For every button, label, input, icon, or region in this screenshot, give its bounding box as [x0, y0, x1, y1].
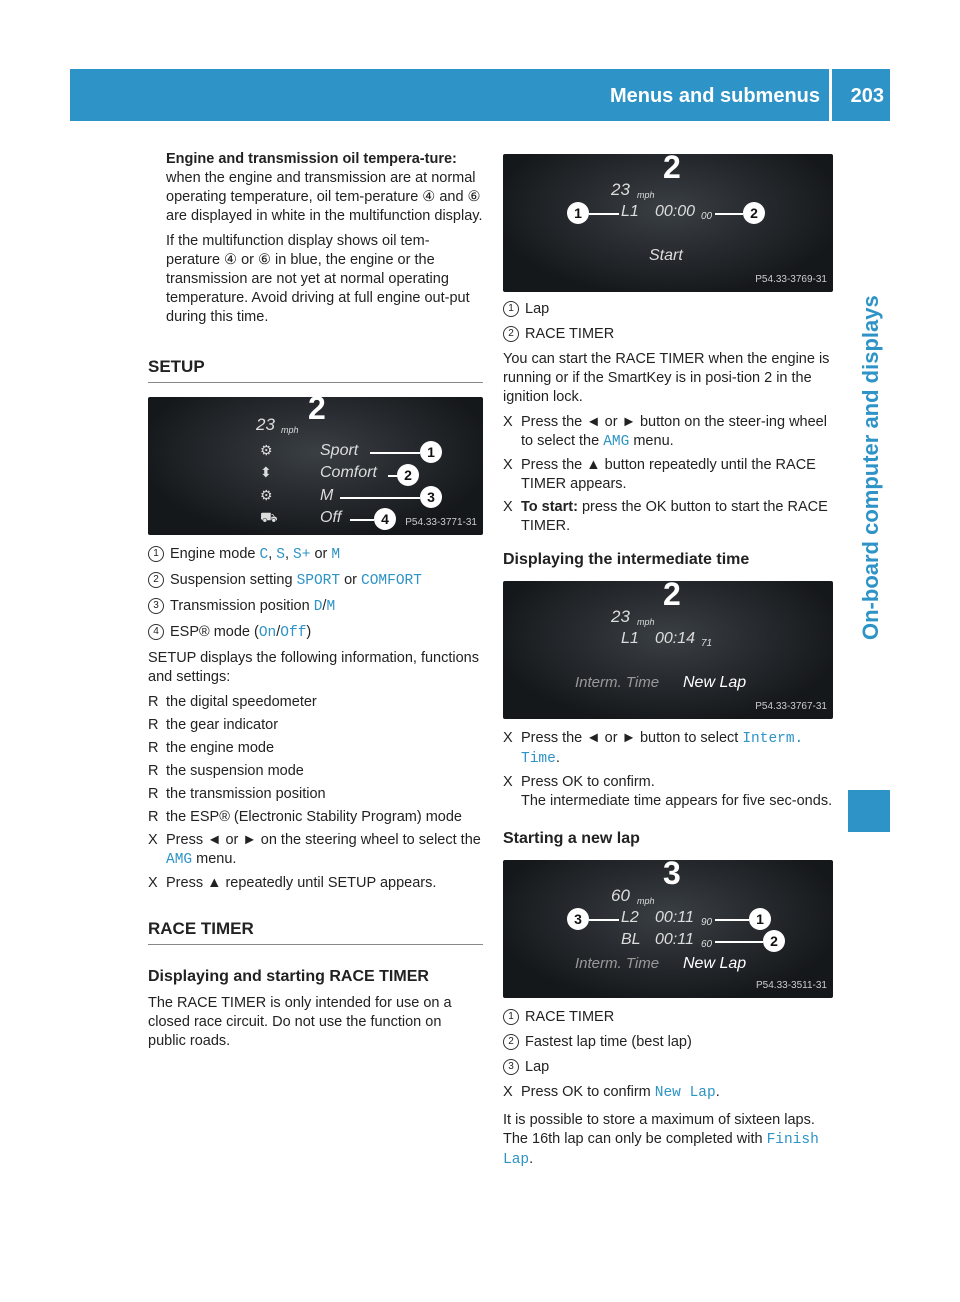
race-step-1: X Press the ◄ or ► button on the steer-ing wheel to select the AMG menu.	[503, 414, 827, 450]
race-step-2: X Press the ▲ button repeatedly until the RACE TIMER appears.	[503, 457, 816, 492]
setup-legend: 1 Engine mode C, S, S+ or M 2 Suspension setting SPORT or COMFORT 3 Transmission position D/M 4 ESP® mode (On/Off)	[148, 545, 483, 643]
setup-intro: SETUP displays the following information, functions and settings:	[148, 650, 479, 685]
chapter-marker	[848, 790, 890, 832]
new-lap-heading: Starting a new lap	[503, 830, 640, 847]
mode-comfort: Comfort	[320, 464, 377, 481]
transmission-icon: ⚙	[260, 487, 273, 503]
suspension-icon: ⬍	[260, 464, 272, 480]
right-column: 23 mph 2 L1 00:00 00 Start 1 2 P54.33-3769-31 1 Lap 2 RACE TIMER You can start the RACE TIMER when the engine is running or if the SmartKey is in posi-tion 2 in the ignition lock. X Press the ◄ or ► button on the steer-ing wheel to select the AMG menu. X Press the ▲ button repeatedly until the RACE TIMER appears. X To start: press the OK button to start the RACE TIMER. Displaying the intermediate time 23 mph 2 L1 00:14 71 Interm. Time New Lap P54.33-3767-31 X Press the ◄ or ► button to select Interm. Time. X Press OK to confirm. The intermediate time appears for five sec-onds. Starting a new lap 60 mph 3 L2 00:11 90 BL 00:11 60 Interm. Time New Lap 3 1 2 P54.33-3511-31 1 RACE TIMER 2 Fastest lap time (best lap) 3 Lap X Press OK to confirm New Lap. It is possible to store a maximum of sixteen laps. The 16th lap can only be completed with Finish Lap.	[503, 154, 833, 1168]
esp-icon: ⛟	[260, 509, 278, 525]
callout-4: 4	[374, 508, 396, 530]
speed-value: 23	[256, 415, 275, 434]
intermediate-time-display: 23 mph 2 L1 00:14 71 Interm. Time New Lap P54.33-3767-31	[503, 581, 833, 719]
race-timer-warning: The RACE TIMER is only intended for use on a closed race circuit. Do not use the function on public roads.	[148, 995, 452, 1049]
page-number: 203	[850, 85, 884, 107]
race-timer-start-display: 23 mph 2 L1 00:00 00 Start 1 2 P54.33-3769-31	[503, 154, 833, 292]
setup-bullets: R the digital speedometer R the gear indicator R the engine mode R the suspension mode R the transmission position R the ESP® (Electronic Stability Program) mode	[148, 694, 462, 825]
gear-indicator: 2	[308, 397, 326, 426]
mode-sport: Sport	[320, 442, 359, 459]
mode-m: M	[320, 487, 334, 504]
race-timer-subheading: Displaying and starting RACE TIMER	[148, 968, 429, 985]
page-header	[70, 69, 890, 121]
setup-step-1: X Press ◄ or ► on the steering wheel to select the AMG menu.	[148, 832, 481, 868]
race-timer-intro: You can start the RACE TIMER when the engine is running or if the SmartKey is in posi-tion 2 in the ignition lock.	[503, 351, 830, 405]
race-timer-heading: RACE TIMER	[148, 919, 483, 945]
oil-temp-label: Engine and transmission oil tempera-ture:	[166, 151, 457, 167]
callout-1: 1	[420, 441, 442, 463]
setup-heading: SETUP	[148, 357, 483, 383]
inter-step-2: X Press OK to confirm. The intermediate time appears for five sec-onds.	[503, 774, 833, 809]
new-lap-display: 60 mph 3 L2 00:11 90 BL 00:11 60 Interm. Time New Lap 3 1 2 P54.33-3511-31	[503, 860, 833, 998]
newlap-step-1: X Press OK to confirm New Lap.	[503, 1084, 720, 1101]
oil-temp-text: when the engine and transmission are at normal operating temperature, oil tem-perature ④ and ⑥ are displayed in white in the multifunction display.	[166, 170, 483, 224]
race-step-3: X To start: press the OK button to start the RACE TIMER.	[503, 499, 828, 534]
engine-icon: ⚙	[260, 442, 273, 458]
header-title: Menus and submenus	[609, 85, 820, 107]
inter-step-1: X Press the ◄ or ► button to select Interm. Time.	[503, 730, 804, 767]
intermediate-time-heading: Displaying the intermediate time	[503, 551, 750, 568]
left-column	[148, 150, 483, 1057]
callout-3: 3	[420, 486, 442, 508]
setup-display-image	[148, 397, 483, 535]
setup-step-2: X Press ▲ repeatedly until SETUP appears.	[148, 875, 437, 891]
mode-off: Off	[320, 509, 342, 526]
callout-2: 2	[397, 464, 419, 486]
chapter-tab: On-board computer and displays	[858, 295, 883, 640]
lap-storage-note: It is possible to store a maximum of sixteen laps. The 16th lap can only be completed with Finish Lap.	[503, 1112, 819, 1168]
oil-temp-blue-text: If the multifunction display shows oil tem-perature ④ or ⑥ in blue, the engine or the transmission are not yet at normal operating temperature. Avoid driving at full engine out-put during this time.	[166, 233, 470, 325]
speed-unit: mph	[281, 425, 299, 435]
header-separator	[829, 69, 832, 121]
image-ref: P54.33-3771-31	[405, 517, 477, 528]
